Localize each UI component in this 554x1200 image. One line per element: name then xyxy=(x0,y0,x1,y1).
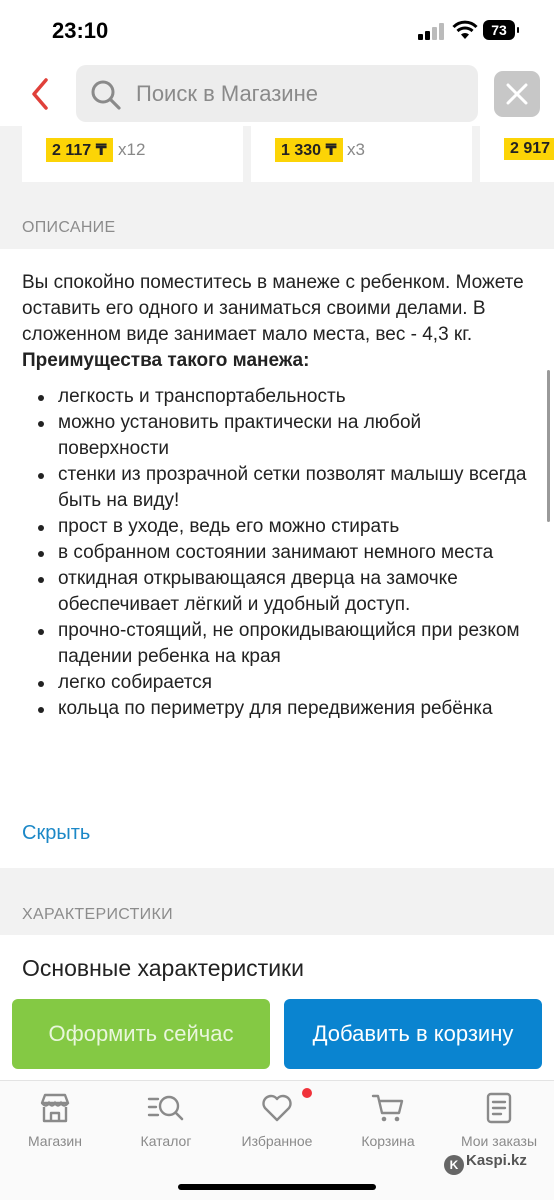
orders-icon xyxy=(482,1091,516,1125)
installment-multiplier: x3 xyxy=(347,140,365,159)
tab-favorites[interactable] xyxy=(222,1091,332,1149)
list-item: в собранном состоянии занимают немного места xyxy=(22,540,537,566)
list-item: прост в уходе, ведь его можно стирать xyxy=(22,514,537,540)
tab-label: Корзина xyxy=(361,1133,415,1149)
wifi-icon xyxy=(452,20,478,40)
tab-label: Каталог xyxy=(140,1133,192,1149)
offer-card[interactable] xyxy=(251,126,472,182)
characteristics-subtitle: Основные характеристики xyxy=(22,955,304,981)
clear-search-button[interactable] xyxy=(494,71,540,117)
kaspi-logo-icon: K xyxy=(444,1155,464,1175)
advantages-list xyxy=(22,384,537,722)
list-item: стенки из прозрачной сетки позволят малышу всегда быть на виду! xyxy=(22,462,537,514)
installment-multiplier: x12 xyxy=(118,140,146,159)
tab-store[interactable] xyxy=(0,1091,110,1149)
search-box[interactable] xyxy=(76,65,478,122)
home-indicator xyxy=(178,1184,376,1190)
store-icon xyxy=(38,1091,72,1125)
close-icon xyxy=(494,71,540,117)
search-header xyxy=(0,60,554,126)
add-to-cart-button[interactable]: Добавить в корзину xyxy=(284,999,542,1069)
action-bar xyxy=(0,990,554,1080)
characteristics-section-header xyxy=(0,868,554,935)
tab-label: Избранное xyxy=(241,1133,313,1149)
list-item: прочно-стоящий, не опрокидывающийся при резком падении ребенка на края xyxy=(22,618,537,670)
search-input[interactable] xyxy=(136,65,466,122)
kaspi-watermark xyxy=(444,1152,527,1175)
chevron-left-icon xyxy=(22,74,58,114)
tab-cart[interactable] xyxy=(333,1091,443,1149)
description-body xyxy=(22,250,537,722)
battery-icon: 73 xyxy=(483,20,515,40)
section-title: ОПИСАНИЕ xyxy=(22,219,116,236)
cellular-signal-icon xyxy=(418,22,446,40)
bottom-tab-bar xyxy=(0,1080,554,1200)
offers-strip xyxy=(0,126,554,196)
back-button[interactable] xyxy=(22,74,58,114)
advantages-heading: Преимущества такого манежа: xyxy=(22,350,310,371)
description-section-header xyxy=(0,196,554,249)
cart-icon xyxy=(370,1091,406,1125)
list-item: можно установить практически на любой поверхности xyxy=(22,410,537,462)
status-time: 23:10 xyxy=(52,18,109,43)
tab-catalog[interactable] xyxy=(111,1091,221,1149)
list-item: кольца по периметру для передвижения ребёнка xyxy=(22,696,537,722)
heart-icon xyxy=(260,1091,294,1125)
favorites-notification-dot xyxy=(302,1088,312,1098)
catalog-search-icon xyxy=(146,1091,186,1125)
description-paragraph: Вы спокойно поместитесь в манеже с ребенком. Можете оставить его одного и заниматься своими делами. В сложенном виде занимает мало места, вес - 4,3 кг. xyxy=(22,272,524,345)
offer-card[interactable] xyxy=(480,126,554,182)
status-bar xyxy=(0,0,554,60)
tab-my-orders[interactable] xyxy=(444,1091,554,1149)
section-title: ХАРАКТЕРИСТИКИ xyxy=(22,906,173,923)
tab-label: Мои заказы xyxy=(460,1133,538,1149)
search-icon xyxy=(90,79,122,111)
list-item: легко собирается xyxy=(22,670,537,696)
price-badge: 2 917 xyxy=(504,138,554,160)
checkout-now-button[interactable]: Оформить сейчас xyxy=(12,999,270,1069)
price-badge: 1 330 ₸ xyxy=(275,138,343,162)
price-badge: 2 117 ₸ xyxy=(46,138,113,162)
list-item: легкость и транспортабельность xyxy=(22,384,537,410)
hide-description-link[interactable]: Скрыть xyxy=(22,822,91,844)
tab-label: Магазин xyxy=(27,1133,82,1149)
list-item: откидная открывающаяся дверца на замочке обеспечивает лёгкий и удобный доступ. xyxy=(22,566,537,618)
watermark-text: Kaspi.kz xyxy=(466,1152,527,1169)
scrollbar[interactable] xyxy=(547,370,550,522)
offer-card[interactable] xyxy=(22,126,243,182)
